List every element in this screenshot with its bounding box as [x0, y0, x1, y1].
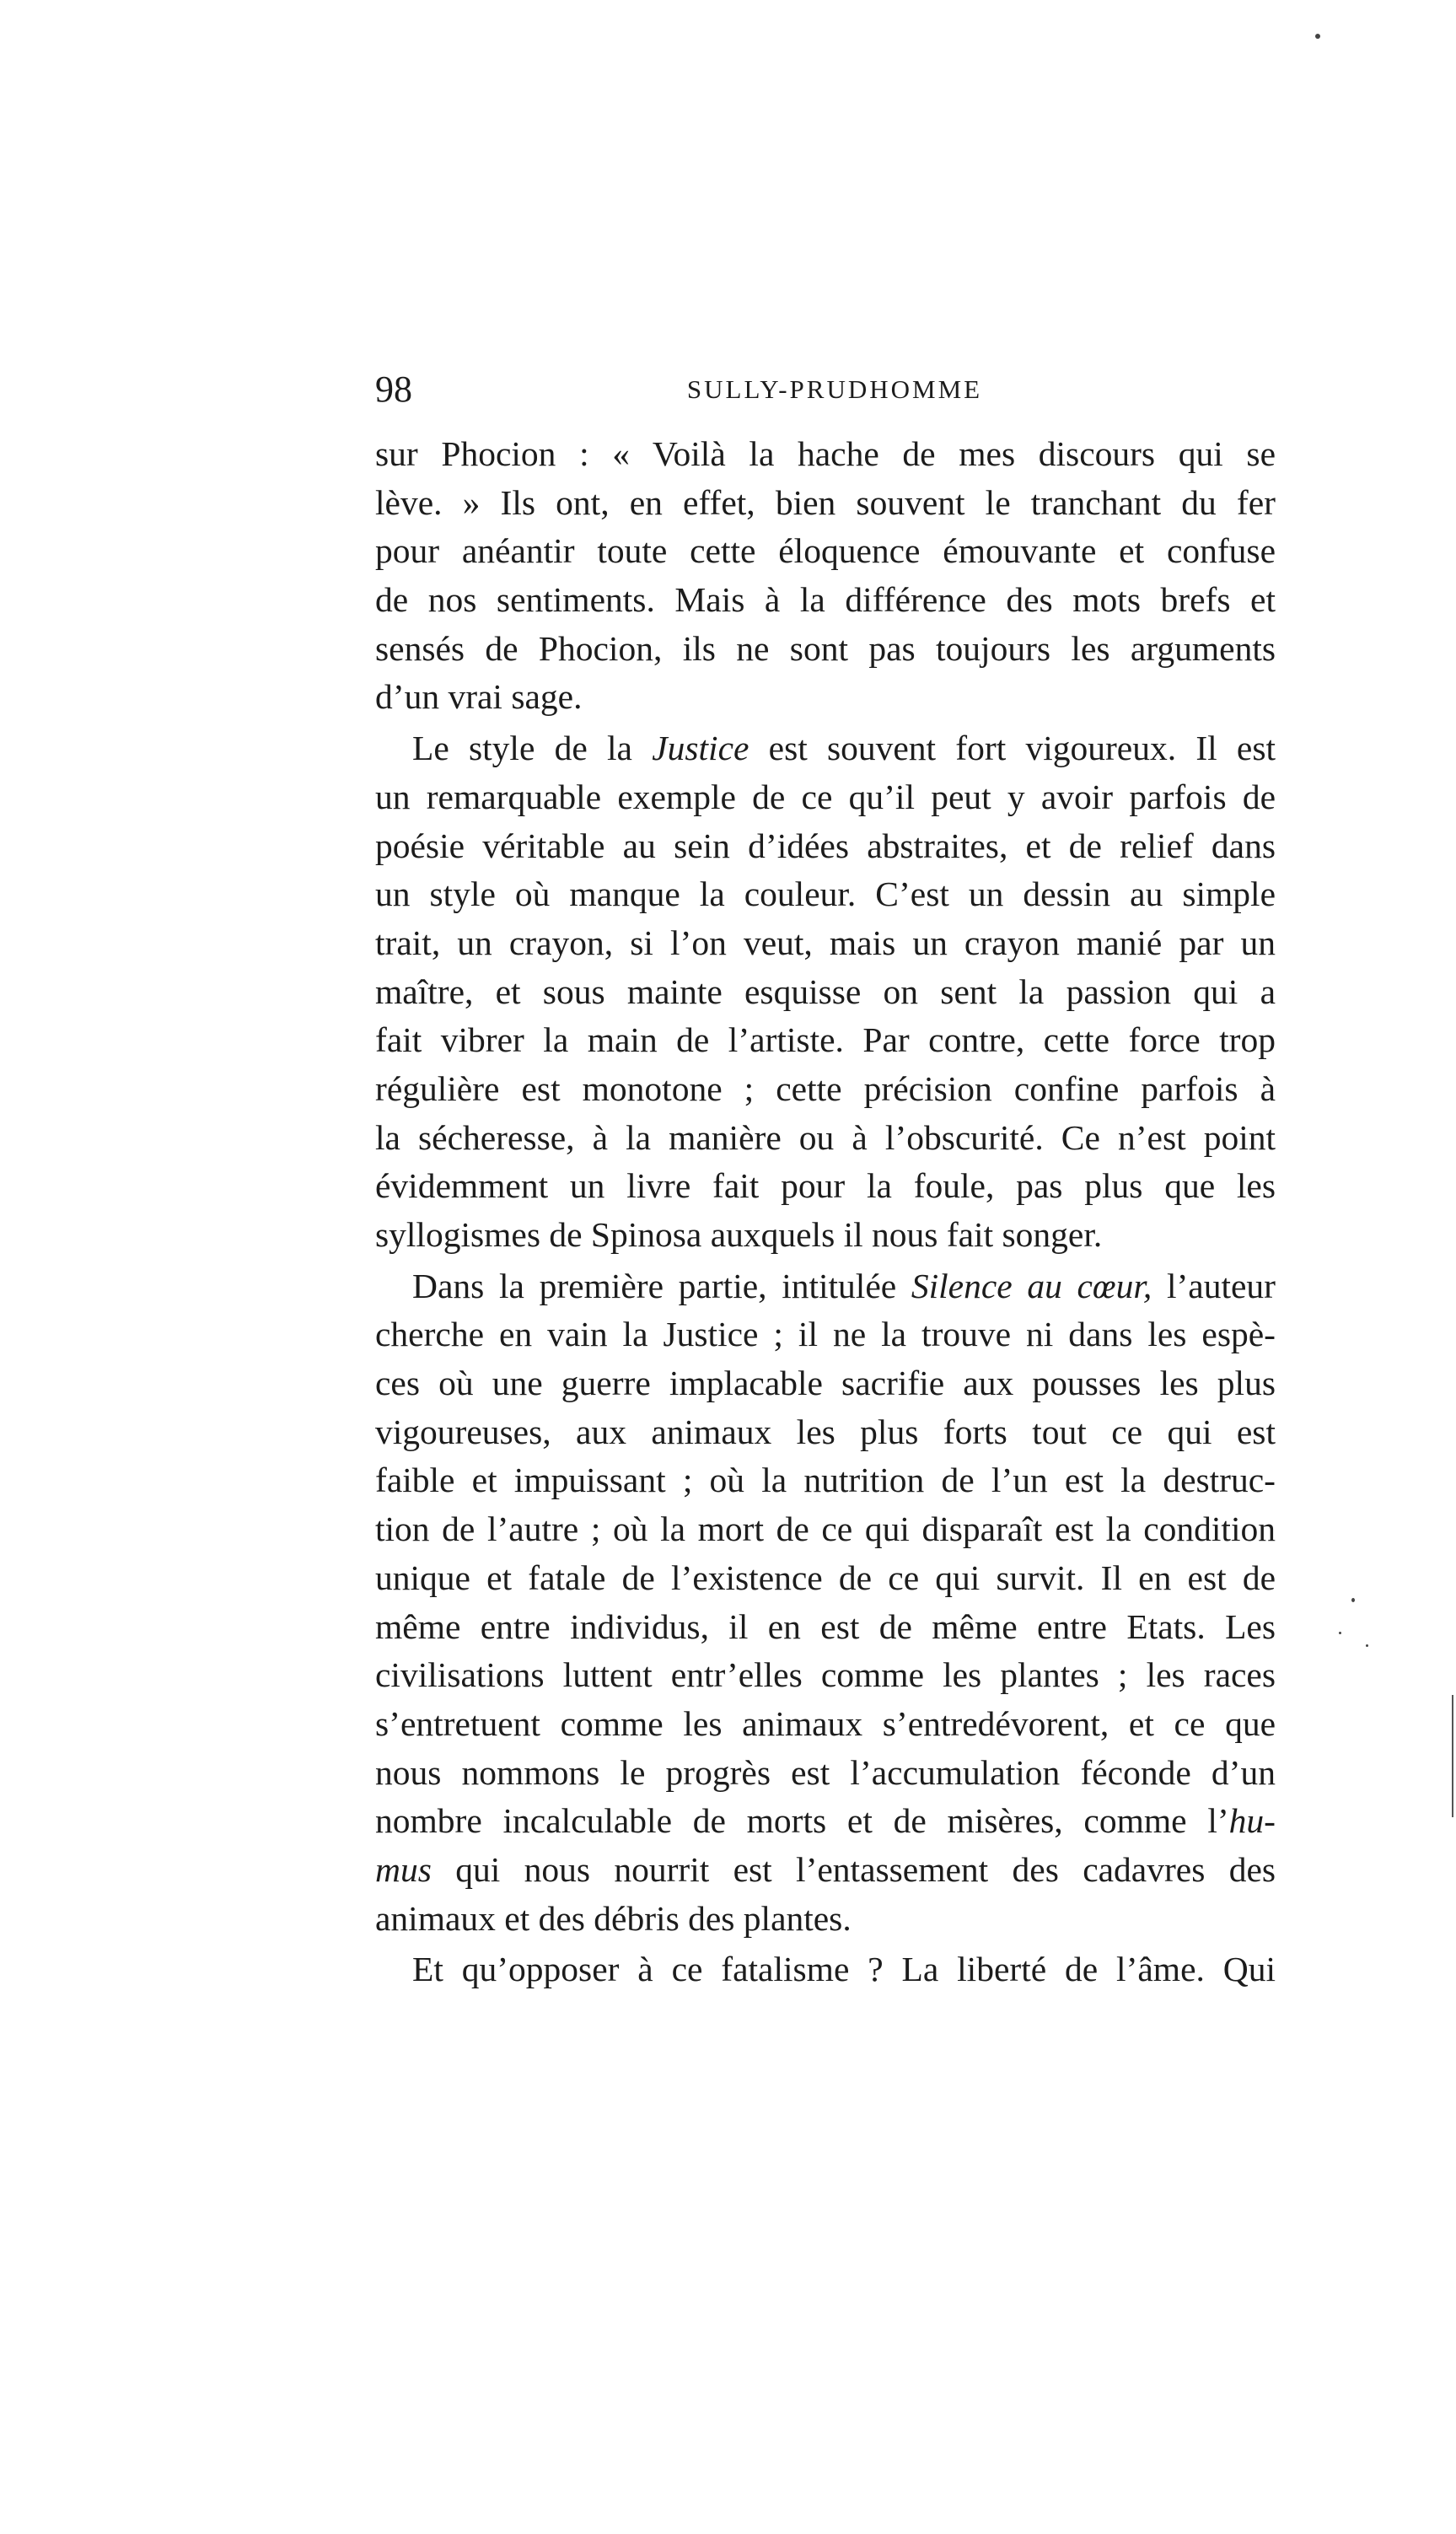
text-line: s’entretuent comme les animaux s’entredévorent, et ce que — [375, 1703, 1276, 1743]
text-line: de nos sentiments. Mais à la différence des mots brefs et — [375, 580, 1276, 620]
text-line: animaux et des débris des plantes. — [375, 1898, 852, 1938]
page-number: 98 — [375, 369, 412, 410]
text-line: d’un vrai sage. — [375, 677, 583, 717]
text-line — [375, 724, 1276, 773]
scan-speck — [1351, 1598, 1355, 1602]
text-run: Le style de la — [412, 729, 632, 768]
text-line: évidemment un livre fait pour la foule, pas plus que les — [375, 1166, 1276, 1206]
page-header — [375, 364, 1260, 415]
text-line: pour anéantir toute cette éloquence émouvante et confuse — [375, 531, 1276, 571]
text-run: nombre incalculable de morts et de misères, comme l’ — [375, 1801, 1229, 1841]
text-run: qui nous nourrit est l’entassement des cadavres des — [455, 1849, 1276, 1889]
text-line — [375, 1797, 1276, 1846]
text-line — [375, 1262, 1276, 1311]
paragraph — [375, 430, 1276, 722]
text-line: Et qu’opposer à ce fatalisme ? La liberté de l’âme. Qui — [412, 1950, 1276, 1989]
text-line: faible et impuissant ; où la nutrition de l’un est la destruc- — [375, 1461, 1276, 1500]
text-line: sensés de Phocion, ils ne sont pas toujours les arguments — [375, 628, 1276, 668]
text-line: tion de l’autre ; où la mort de ce qui disparaît est la condition — [375, 1509, 1276, 1549]
text-run: est souvent fort vigoureux. Il est — [768, 729, 1276, 768]
running-head: SULLY-PRUDHOMME — [686, 374, 983, 404]
margin-line-mark — [1452, 1779, 1453, 1817]
text-line: fait vibrer la main de l’artiste. Par contre, cette force trop — [375, 1020, 1276, 1060]
text-line: nous nommons le progrès est l’accumulation féconde d’un — [375, 1752, 1276, 1792]
text-line: sur Phocion : « Voilà la hache de mes discours qui se — [375, 434, 1276, 473]
text-line: maître, et sous mainte esquisse on sent la passion qui a — [375, 971, 1276, 1011]
text-line: vigoureuses, aux animaux les plus forts tout ce qui est — [375, 1412, 1276, 1451]
scan-speck — [1339, 1632, 1341, 1634]
paragraph — [375, 1945, 1276, 1994]
body-text — [375, 430, 1276, 1994]
text-line: lève. » Ils ont, en effet, bien souvent le tranchant du fer — [375, 482, 1276, 522]
scan-speck — [1366, 1644, 1368, 1647]
scan-speck — [1315, 34, 1320, 39]
text-line: régulière est monotone ; cette précision confine parfois à — [375, 1068, 1276, 1108]
text-line: un style où manque la couleur. C’est un dessin au simple — [375, 874, 1276, 914]
text-line: unique et fatale de l’existence de ce qui survit. Il en est de — [375, 1558, 1276, 1597]
text-line: trait, un crayon, si l’on veut, mais un crayon manié par un — [375, 923, 1276, 962]
text-line: poésie véritable au sein d’idées abstraites, et de relief dans — [375, 826, 1276, 865]
text-line: cherche en vain la Justice ; il ne la trouve ni dans les espè- — [375, 1315, 1276, 1354]
text-line: même entre individus, il en est de même entre Etats. Les — [375, 1606, 1276, 1646]
text-line: un remarquable exemple de ce qu’il peut y avoir parfois de — [375, 777, 1276, 816]
text-line: la sécheresse, à la manière ou à l’obscurité. Ce n’est point — [375, 1117, 1276, 1157]
section-title-silence: Silence au cœur, — [911, 1266, 1152, 1305]
text-line: syllogismes de Spinosa auxquels il nous fait songer. — [375, 1215, 1103, 1254]
paragraph — [375, 724, 1276, 1260]
italic-word-humus: hu- — [1228, 1801, 1276, 1841]
text-run: l’auteur — [1166, 1266, 1276, 1305]
book-title-justice: Justice — [652, 729, 749, 768]
text-run: Dans la première partie, intitulée — [412, 1266, 897, 1305]
text-line: ces où une guerre implacable sacrifie aux pousses les plus — [375, 1364, 1276, 1403]
italic-word-humus: mus — [375, 1849, 432, 1889]
text-line: civilisations luttent entr’elles comme les plantes ; les races — [375, 1655, 1276, 1695]
text-line — [375, 1846, 1276, 1895]
paragraph — [375, 1262, 1276, 1944]
